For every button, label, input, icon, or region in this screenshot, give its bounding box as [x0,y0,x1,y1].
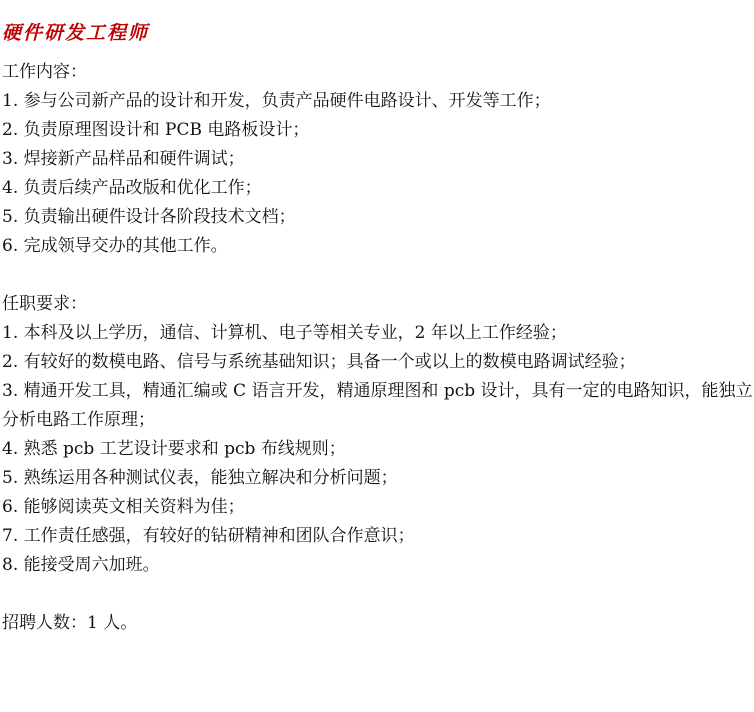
requirement-item: 8. 能接受周六加班。 [2,555,160,575]
duty-item: 4. 负责后续产品改版和优化工作； [2,178,262,198]
spacer [2,580,754,609]
requirement-item: 1. 本科及以上学历，通信、计算机、电子等相关专业，2 年以上工作经验； [2,323,567,343]
duty-item: 2. 负责原理图设计和 PCB 电路板设计； [2,120,310,140]
requirement-item: 2. 有较好的数模电路、信号与系统基础知识；具备一个或以上的数模电路调试经验； [2,352,636,372]
spacer [2,261,754,290]
duty-item: 5. 负责输出硬件设计各阶段技术文档； [2,207,296,227]
requirement-item: 5. 熟练运用各种测试仪表，能独立解决和分析问题； [2,468,398,488]
requirement-item: 7. 工作责任感强，有较好的钻研精神和团队合作意识； [2,526,415,546]
requirements-section [2,290,754,580]
requirement-item: 6. 能够阅读英文相关资料为佳； [2,497,245,517]
requirement-item: 4. 熟悉 pcb 工艺设计要求和 pcb 布线规则； [2,439,346,459]
requirements-heading: 任职要求： [2,294,87,314]
job-title: 硬件研发工程师 [2,22,150,44]
duties-heading: 工作内容： [2,62,87,82]
duty-item: 3. 焊接新产品样品和硬件调试； [2,149,245,169]
duty-item: 1. 参与公司新产品的设计和开发，负责产品硬件电路设计、开发等工作； [2,91,551,111]
duty-item: 6. 完成领导交办的其他工作。 [2,236,228,256]
headcount-text: 招聘人数：1 人。 [2,613,138,633]
requirement-item: 3. 精通开发工具，精通汇编或 C 语言开发，精通原理图和 pcb 设计，具有一定的电路知识，能独立分析电路工作原理； [2,381,753,430]
duties-section [2,58,754,261]
